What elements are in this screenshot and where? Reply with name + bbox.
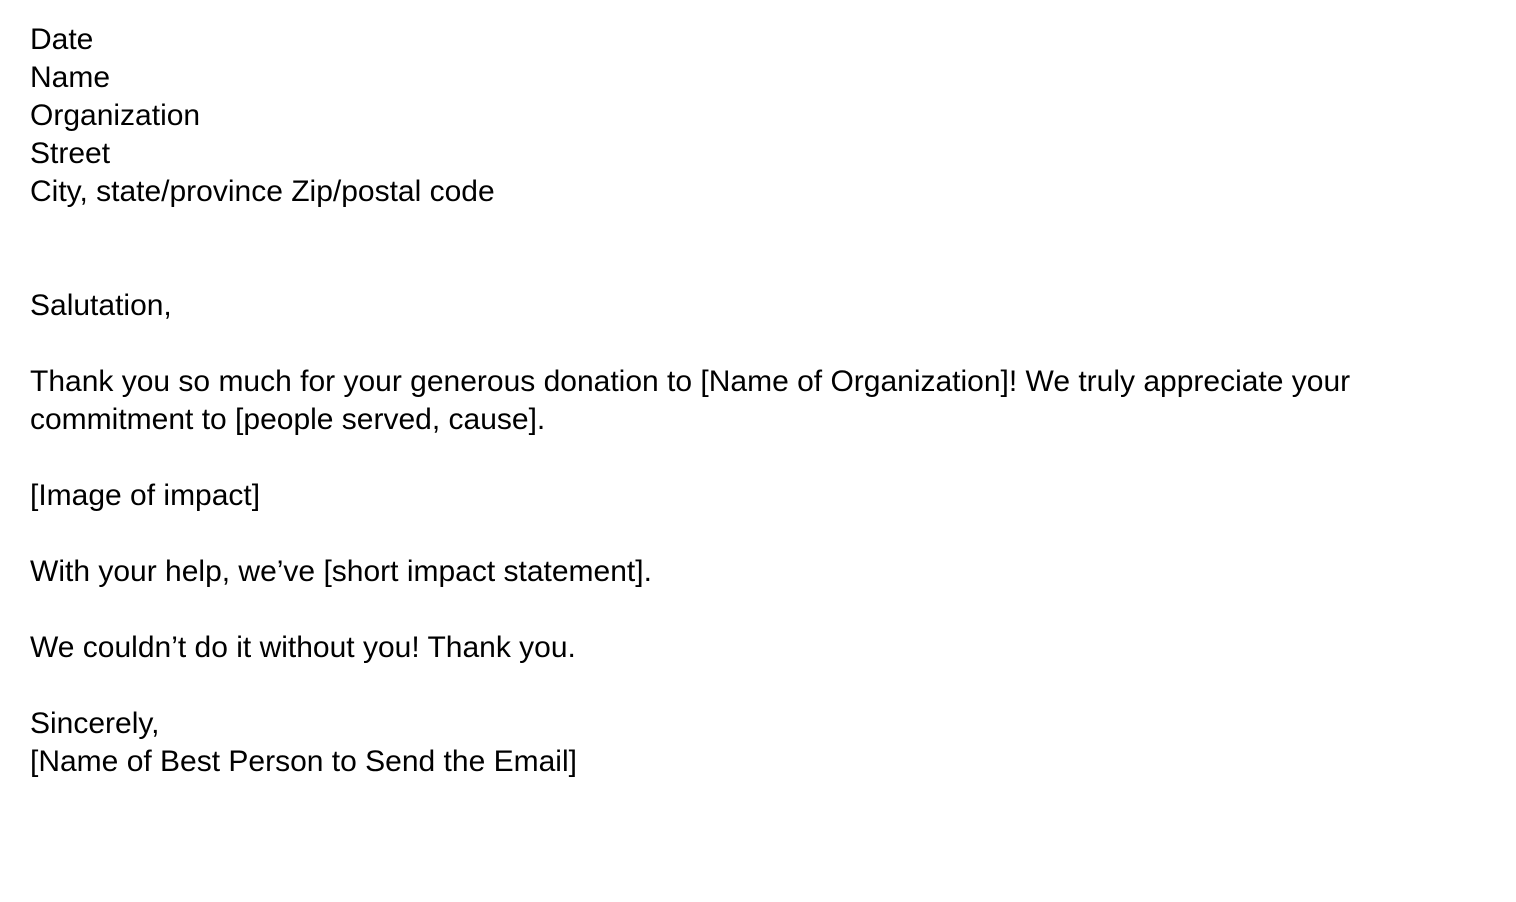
address-line-city-state-zip: City, state/province Zip/postal code [30, 175, 495, 208]
paragraph-image-placeholder: [Image of impact] [30, 479, 261, 512]
address-line-street: Street [30, 137, 111, 170]
closing-line: Sincerely, [30, 707, 160, 740]
address-line-organization: Organization [30, 99, 201, 132]
paragraph-thank-you: Thank you so much for your generous donation to [Name of Organization]! We truly appreciate your commitment to [people served, cause]. [30, 365, 1351, 436]
paragraph-impact-statement: With your help, we’ve [short impact statement]. [30, 555, 652, 588]
address-line-date: Date [30, 23, 94, 56]
salutation-line: Salutation, [30, 289, 172, 322]
address-block [30, 21, 1436, 211]
address-line-name: Name [30, 61, 111, 94]
paragraph-gratitude: We couldn’t do it without you! Thank you. [30, 631, 576, 664]
signature-line: [Name of Best Person to Send the Email] [30, 745, 577, 778]
